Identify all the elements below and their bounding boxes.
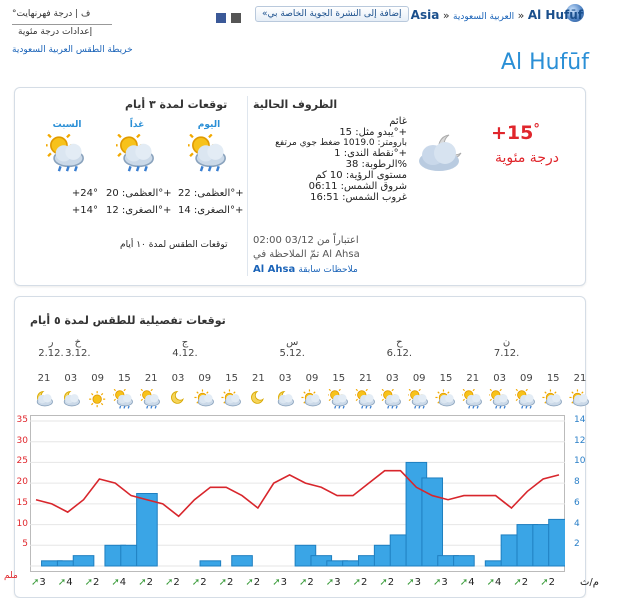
- precip-tick: 12: [574, 435, 586, 446]
- wind-indicator: [406, 577, 421, 588]
- day-header: ن 7.12.: [493, 337, 520, 359]
- wind-speed: 2: [200, 577, 207, 588]
- wind-arrow-icon: ➚: [245, 577, 254, 588]
- wind-indicator: [272, 577, 287, 588]
- temp-tick: 15: [16, 497, 28, 508]
- partly-cloudy-icon: [542, 389, 564, 415]
- forecast3-day-name: السبت: [52, 120, 82, 130]
- wind-arrow-icon: ➚: [191, 577, 201, 588]
- sun-icon: [87, 389, 109, 415]
- wind-arrow-icon: ➚: [459, 577, 469, 588]
- partly-cloudy-night-icon: [60, 389, 82, 415]
- wind-speed: 3: [414, 577, 421, 588]
- forecast3-high: +24°: [71, 188, 98, 199]
- wind-indicator: [540, 577, 555, 588]
- current-title: الظروف الحالية: [253, 98, 338, 111]
- wind-speed: 4: [468, 577, 475, 588]
- hour-label: 09: [412, 373, 426, 384]
- breadcrumb-country[interactable]: العربية السعودية: [453, 12, 515, 22]
- hour-label: 03: [386, 373, 399, 384]
- hour-label: 21: [144, 373, 158, 384]
- wind-arrow-icon: ➚: [57, 577, 67, 588]
- units-toggle[interactable]: °ف | درجة فهرنهايت: [12, 9, 91, 19]
- forecast3-low: الصغرى: 14°+: [178, 205, 244, 216]
- temp-tick: 20: [16, 477, 28, 488]
- wind-speed: 3: [39, 577, 46, 588]
- rain-cloud-icon: [515, 389, 537, 415]
- wind-speed: 4: [119, 577, 127, 588]
- temp-tick: 25: [16, 456, 28, 467]
- hour-label: 15: [546, 373, 560, 384]
- precip-bar: [137, 494, 158, 567]
- wind-arrow-icon: ➚: [433, 577, 442, 588]
- previous-notes-link[interactable]: Al Ahsa: [253, 264, 296, 275]
- wind-arrow-icon: ➚: [325, 577, 335, 588]
- breadcrumb-asia[interactable]: Asia: [410, 8, 440, 22]
- rain-cloud-icon: [328, 389, 350, 415]
- forecast-chart: [30, 415, 565, 572]
- wind-indicator: [379, 577, 394, 588]
- wind-speed: 4: [494, 577, 502, 588]
- wind-indicator: [58, 577, 73, 588]
- observed-time: اعتباراً من 03/12 02:00: [253, 235, 359, 246]
- temp-tick: 5: [22, 539, 28, 550]
- settings-unit: درجة مئوية: [18, 27, 60, 37]
- forecast3-title: توقعات لمدة ٣ أيام: [125, 98, 228, 111]
- hour-label: 21: [37, 373, 51, 384]
- precip-bar: [232, 556, 253, 566]
- wind-indicator: [460, 577, 475, 588]
- wind-arrow-icon: ➚: [513, 577, 522, 588]
- hour-label: 21: [573, 373, 587, 384]
- visibility: مستوى الرؤية: 10 كم: [315, 170, 407, 181]
- precip-tick: 14: [574, 415, 586, 425]
- wind-speed: 4: [66, 577, 73, 588]
- settings-link[interactable]: إعدادات: [62, 27, 93, 37]
- precip-bar: [454, 556, 475, 566]
- wind-speed: 2: [307, 577, 314, 588]
- observed-station: تمّ الملاحظة في Al Ahsa: [253, 249, 360, 260]
- partly-cloudy-night-icon: [33, 389, 55, 415]
- wind-indicator: [192, 577, 207, 588]
- rain-cloud-icon: [408, 389, 430, 415]
- forecast5-title: توقعات تفصيلية للطقس لمدة ٥ أيام: [30, 314, 226, 327]
- temp-tick: 10: [16, 518, 28, 529]
- hour-label: 21: [359, 373, 372, 384]
- temp-tick: 30: [16, 435, 28, 446]
- wind-arrow-icon: ➚: [379, 577, 388, 588]
- precip-tick: 10: [574, 456, 586, 467]
- wind-arrow-icon: ➚: [406, 577, 415, 588]
- forecast3-low: الصغرى: 12°+: [106, 205, 172, 216]
- dew-point: نقطة الندى: 1°+: [334, 148, 407, 159]
- rain-cloud-icon: [140, 389, 162, 415]
- wind-indicator: [111, 577, 126, 588]
- feels-like: يبدو مثل: 15°+: [339, 127, 407, 138]
- day-header: ج 4.12.: [172, 337, 198, 359]
- precip-bar: [200, 561, 221, 566]
- temp-tick: 35: [16, 415, 28, 425]
- wind-arrow-icon: ➚: [540, 577, 549, 588]
- pressure: بارومتر: 1019.0 ضغط جوي مرتفع: [275, 138, 407, 148]
- hour-label: 15: [439, 373, 453, 384]
- day-header: ر 2.12.: [38, 337, 64, 359]
- wind-arrow-icon: ➚: [31, 577, 40, 588]
- hour-label: 15: [332, 373, 346, 384]
- wind-arrow-icon: ➚: [111, 577, 120, 588]
- wind-speed: 2: [548, 577, 555, 588]
- rain-cloud-icon: [113, 389, 135, 415]
- wind-arrow-icon: ➚: [272, 577, 281, 588]
- wind-speed: 2: [253, 577, 261, 588]
- hour-label: 03: [171, 373, 185, 384]
- partly-cloudy-icon: [301, 389, 323, 415]
- breadcrumb-city: Al Hufūf: [527, 8, 583, 22]
- hour-label: 21: [252, 373, 265, 384]
- wind-speed: 2: [173, 577, 180, 588]
- forecast3-high: العظمى: 22°+: [178, 188, 244, 199]
- wind-indicator: [433, 577, 448, 588]
- partly-cloudy-icon: [194, 389, 216, 415]
- wind-speed: 2: [226, 577, 234, 588]
- wind-arrow-icon: ➚: [138, 577, 147, 588]
- wind-speed: 3: [280, 577, 287, 588]
- wind-indicator: [31, 577, 46, 588]
- wind-speed: 2: [92, 577, 100, 588]
- hour-label: 03: [493, 373, 506, 384]
- forecast3-high: العظمى: 20°+: [106, 188, 172, 199]
- wind-arrow-icon: ➚: [486, 577, 495, 588]
- hour-label: 15: [118, 373, 131, 384]
- wind-arrow-icon: ➚: [218, 577, 227, 588]
- forecast3-low: +14°: [71, 205, 98, 216]
- wind-speed: 2: [360, 577, 368, 588]
- add-to-my-weather-button[interactable]: «إضافة إلى النشرة الجوية الخاصة بي: [255, 6, 409, 22]
- precip-tick: 2: [574, 539, 580, 550]
- hour-label: 09: [520, 373, 533, 384]
- rain-cloud-icon: [381, 389, 403, 415]
- precip-bar: [549, 519, 565, 566]
- hour-label: 03: [64, 373, 78, 384]
- page-title: Al Hufūf: [500, 50, 589, 75]
- precip-unit-label: ملم: [4, 571, 18, 581]
- current-unit: درجة مئوية: [495, 150, 559, 166]
- wind-arrow-icon: ➚: [299, 577, 308, 588]
- hour-label: 21: [466, 373, 480, 384]
- rain-cloud-icon: [462, 389, 484, 415]
- rain-cloud-icon: [489, 389, 511, 415]
- sunset: غروب الشمس: 16:51: [310, 192, 407, 203]
- precip-tick: 8: [574, 477, 580, 488]
- precip-bar: [73, 556, 94, 566]
- wind-indicator: [299, 577, 314, 588]
- wind-speed: 3: [441, 577, 448, 588]
- sunrise: شروق الشمس: 06:11: [308, 181, 407, 192]
- hour-label: 15: [225, 373, 238, 384]
- wind-indicator: [85, 577, 100, 588]
- humidity: الرطوبة: 38%: [345, 159, 407, 170]
- partly-cloudy-night-icon: [274, 389, 296, 415]
- wind-speed: 3: [334, 577, 341, 588]
- forecast3-day-name: غداً: [129, 120, 145, 130]
- current-temp: +15°: [491, 122, 540, 144]
- wind-indicator: [165, 577, 180, 588]
- wind-arrow-icon: ➚: [352, 577, 361, 588]
- condition-text: غائم: [389, 116, 407, 127]
- precip-tick: 6: [574, 497, 580, 508]
- partly-cloudy-icon: [569, 389, 591, 415]
- wind-indicator: [487, 577, 502, 588]
- temp-line: [36, 471, 559, 517]
- ten-day-forecast-link[interactable]: توقعات الطقس لمدة ١٠ أيام: [120, 240, 228, 250]
- hour-label: 09: [91, 373, 104, 384]
- wind-indicator: [513, 577, 528, 588]
- rain-cloud-icon: [355, 389, 377, 415]
- day-header: س 5.12.: [279, 337, 305, 359]
- weather-map-link[interactable]: خريطة الطقس العربية السعودية: [12, 45, 133, 55]
- partly-cloudy-icon: [221, 389, 243, 415]
- wind-arrow-icon: ➚: [84, 577, 93, 588]
- wind-indicator: [245, 577, 260, 588]
- precip-tick: 4: [574, 518, 580, 529]
- wind-indicator: [219, 577, 234, 588]
- previous-notes: Al Ahsa ملاحظات سابقة: [253, 264, 358, 275]
- day-header: خ 3.12.: [65, 337, 91, 359]
- breadcrumb: Asia » العربية السعودية » Al Hufūf: [410, 8, 583, 22]
- day-header: ح 6.12.: [386, 337, 413, 359]
- wind-indicator: [326, 577, 341, 588]
- partly-cloudy-icon: [435, 389, 457, 415]
- forecast3-day-name: اليوم: [197, 120, 221, 130]
- hour-label: 09: [198, 373, 212, 384]
- wind-indicator: [138, 577, 153, 588]
- hour-label: 09: [305, 373, 319, 384]
- wind-speed: 2: [521, 577, 529, 588]
- wind-speed: 2: [146, 577, 153, 588]
- hour-label: 03: [278, 373, 292, 384]
- wind-indicator: [353, 577, 368, 588]
- wind-unit: م/ث: [580, 577, 599, 588]
- moon-icon: [247, 389, 269, 415]
- wind-arrow-icon: ➚: [165, 577, 174, 588]
- wind-speed: 2: [387, 577, 395, 588]
- moon-icon: [167, 389, 189, 415]
